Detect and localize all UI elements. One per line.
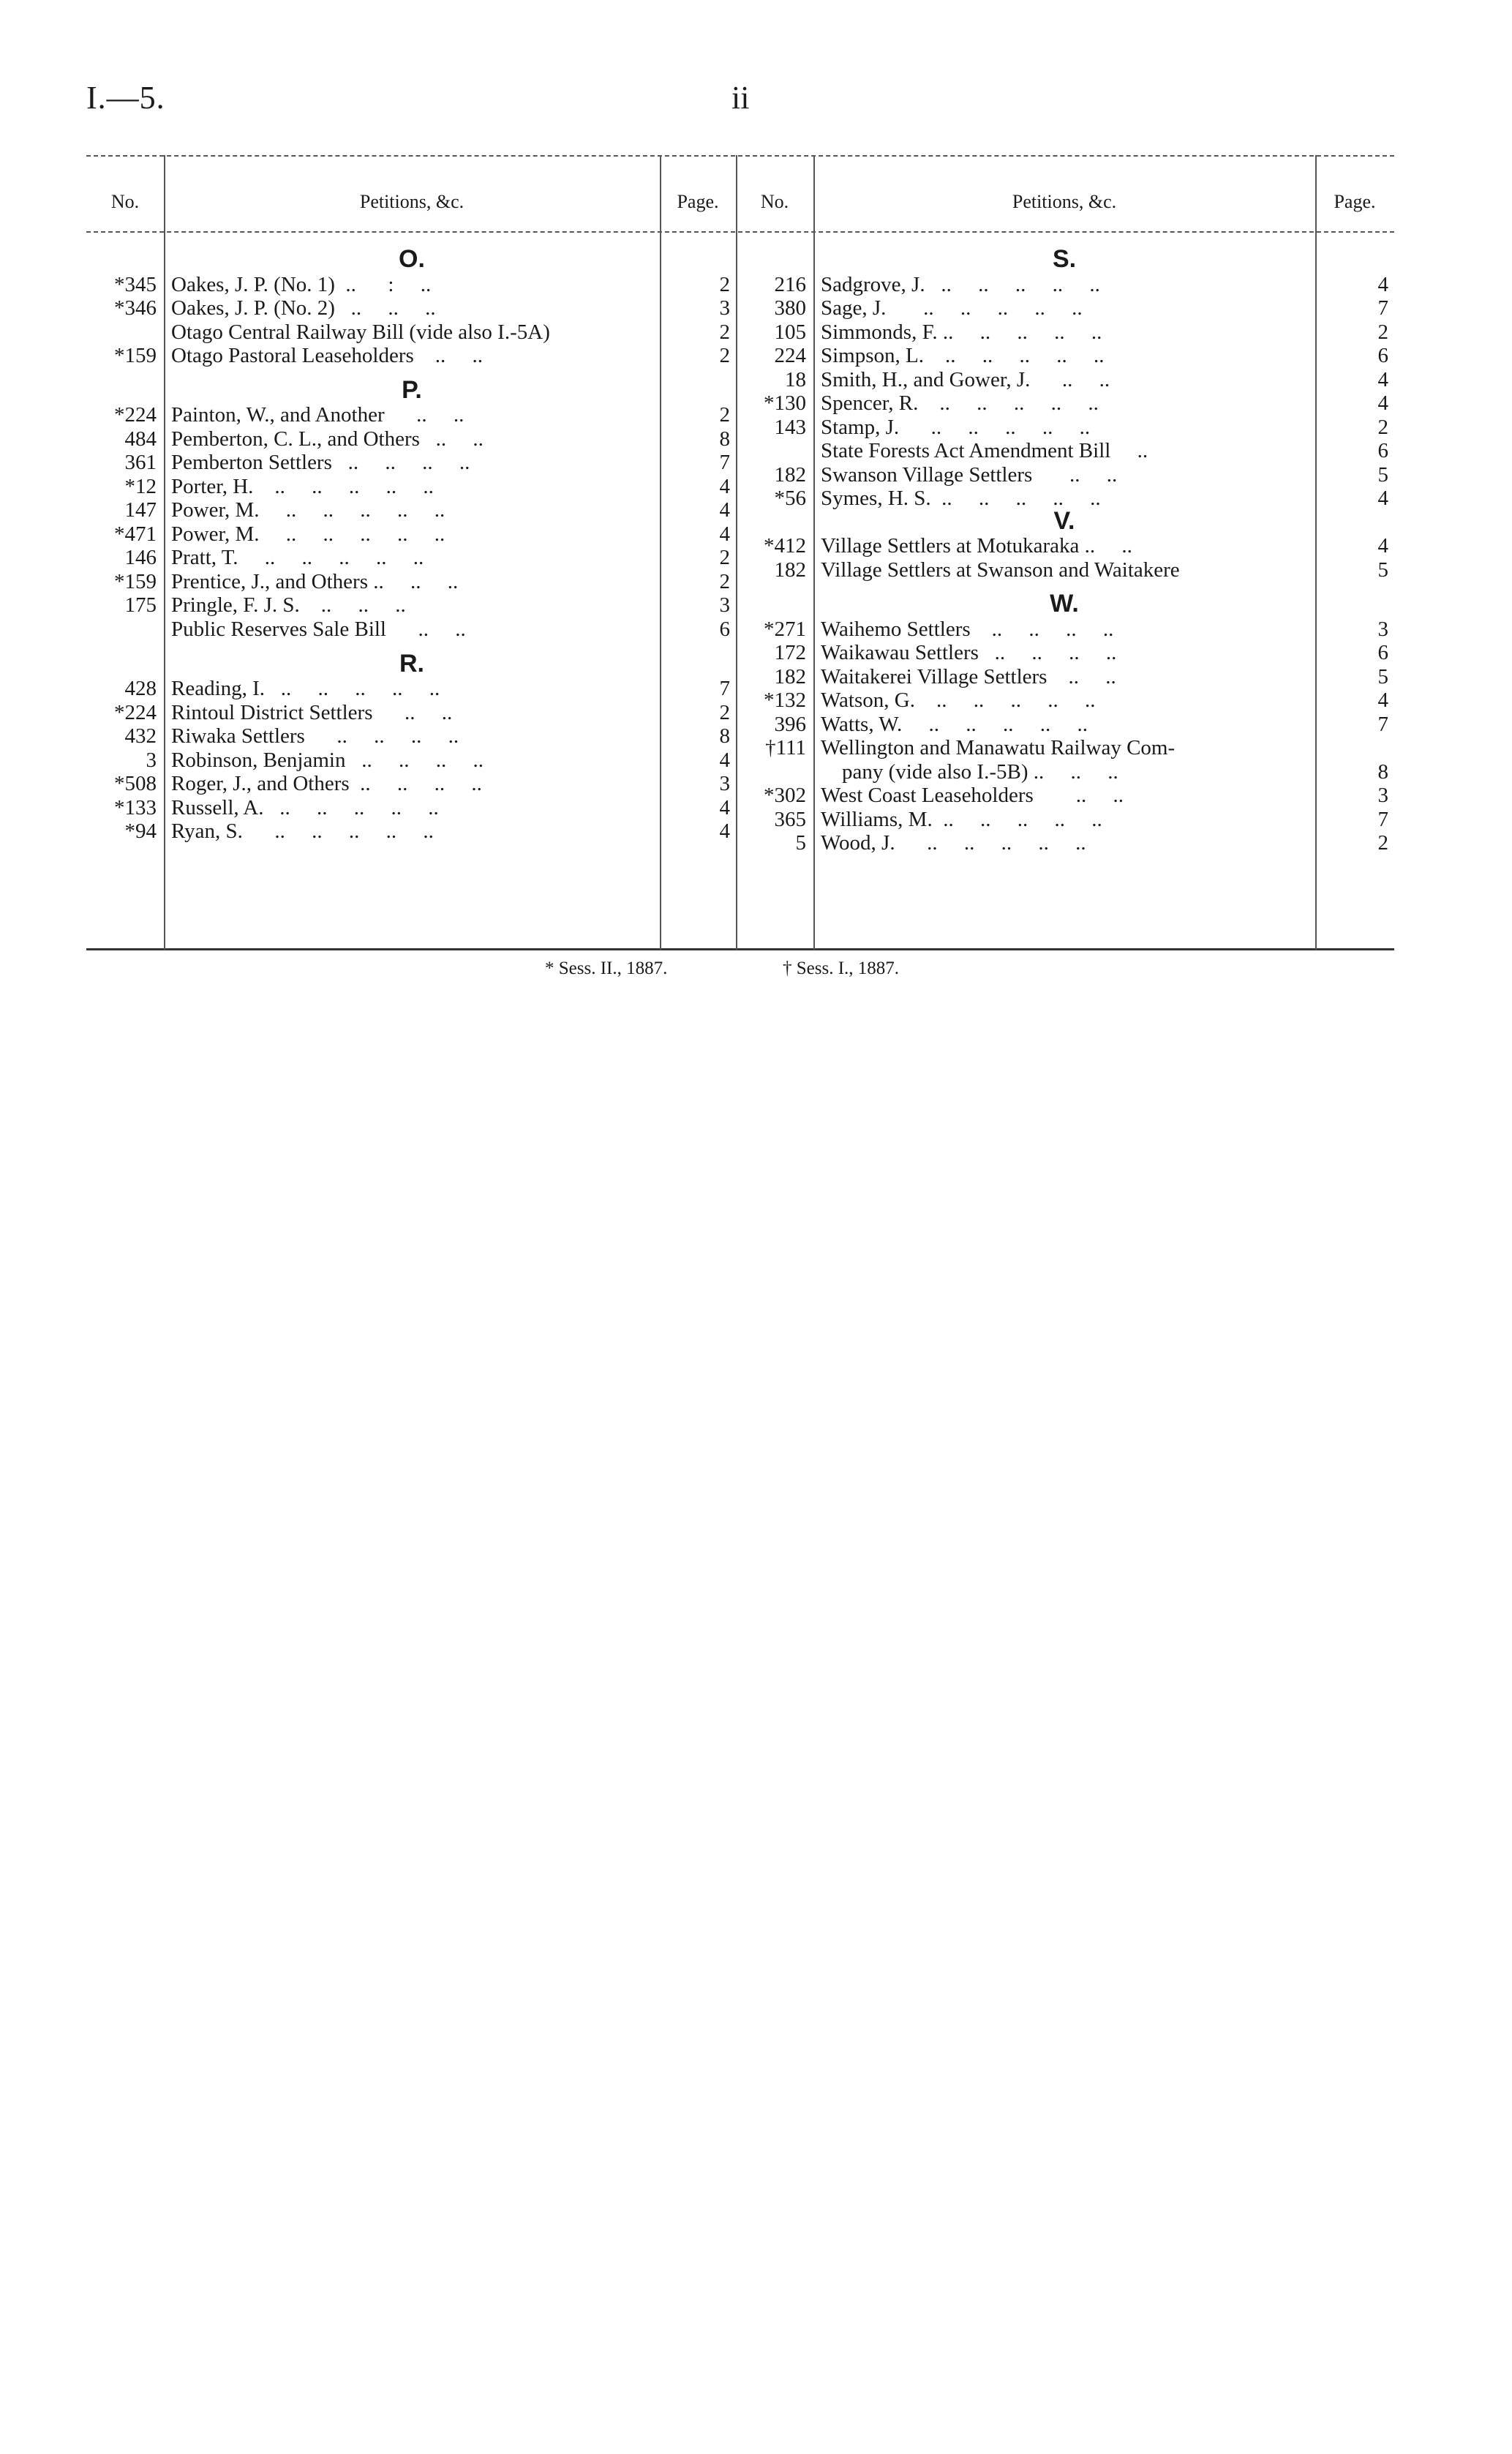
page-reference: 2	[1377, 320, 1388, 344]
petition-number: *56	[774, 487, 806, 510]
petition-name: Smith, H., and Gower, J. .. ..	[821, 367, 1110, 391]
petition-name: Watson, G. .. .. .. .. ..	[821, 688, 1096, 713]
petition-name: Rintoul District Settlers .. ..	[171, 700, 453, 724]
page-reference: 2	[719, 344, 730, 367]
petition-number: *12	[124, 474, 157, 498]
footnote-star: * Sess. II., 1887.	[545, 958, 668, 978]
petition-name: Sage, J. .. .. .. .. ..	[821, 296, 1083, 320]
petition-number: 365	[774, 807, 806, 831]
page-reference: 6	[719, 617, 730, 641]
index-entry	[86, 534, 1394, 558]
petition-name: Robinson, Benjamin .. .. .. ..	[171, 748, 484, 772]
petitions-index-table	[86, 155, 1394, 950]
petition-number: *224	[114, 700, 157, 724]
petition-name: Oakes, J. P. (No. 1) .. : ..	[171, 272, 432, 296]
petition-number: 5	[795, 831, 806, 855]
page-reference: 3	[1377, 617, 1388, 641]
section-letter: P.	[402, 375, 422, 404]
petition-name: Williams, M. .. .. .. .. ..	[821, 807, 1102, 831]
petition-name: Stamp, J. .. .. .. .. ..	[821, 415, 1091, 439]
petition-name: Roger, J., and Others .. .. .. ..	[171, 772, 482, 795]
page-reference: 3	[719, 593, 730, 618]
index-entry	[86, 273, 1394, 296]
petition-name: Pemberton, C. L., and Others .. ..	[171, 427, 484, 451]
page-reference: 3	[1377, 784, 1388, 808]
index-entry	[86, 760, 1394, 784]
index-entry	[86, 296, 1394, 320]
footnote-dagger: † Sess. I., 1887.	[783, 958, 900, 978]
petition-name: Prentice, J., and Others .. .. ..	[171, 569, 459, 593]
petition-number: 146	[124, 546, 157, 570]
page-reference: 8	[719, 427, 730, 451]
petition-name: Waikawau Settlers .. .. .. ..	[821, 641, 1117, 665]
section-letter: S.	[1052, 245, 1077, 273]
page-reference: 4	[719, 474, 730, 498]
petition-number: 147	[124, 498, 157, 522]
petition-number: 172	[774, 641, 806, 665]
petition-name: Sadgrove, J. .. .. .. .. ..	[821, 272, 1100, 296]
page-reference: 2	[1377, 415, 1388, 439]
petition-number: †111	[765, 736, 806, 760]
petition-number: *412	[764, 534, 806, 558]
page-number: ii	[731, 80, 750, 116]
petition-name: Simpson, L. .. .. .. .. ..	[821, 344, 1105, 367]
page-reference: 6	[1377, 344, 1388, 367]
index-entry	[86, 558, 1394, 582]
index-entry	[86, 688, 1394, 712]
index-entry	[86, 320, 1394, 344]
petition-number: *508	[114, 772, 157, 795]
petition-name: Village Settlers at Swanson and Waitakere	[821, 558, 1180, 582]
petition-number: *302	[764, 784, 806, 808]
index-entry	[86, 736, 1394, 759]
petition-name: Waitakerei Village Settlers .. ..	[821, 664, 1116, 688]
petition-name: Russell, A. .. .. .. .. ..	[171, 795, 439, 819]
petition-name: Pratt, T. .. .. .. .. ..	[171, 546, 424, 570]
petition-number: *346	[114, 296, 157, 320]
header-rule	[86, 231, 1394, 233]
petition-number: *94	[124, 819, 157, 843]
petition-name: Wood, J. .. .. .. .. ..	[821, 831, 1086, 855]
page-reference: 8	[719, 724, 730, 748]
petition-number: *159	[114, 569, 157, 593]
page-reference: 4	[1377, 487, 1388, 510]
table-bottom-rule	[86, 948, 1394, 950]
index-entry	[86, 618, 1394, 641]
section-letter: V.	[1053, 506, 1075, 535]
petition-name: Power, M. .. .. .. .. ..	[171, 498, 445, 522]
petition-number: 3	[146, 748, 157, 772]
page-reference: 8	[1377, 759, 1388, 784]
petition-number: 216	[774, 272, 806, 296]
page-reference: 5	[1377, 462, 1388, 487]
petition-name: Waihemo Settlers .. .. .. ..	[821, 617, 1114, 641]
left-no-header: No.	[110, 191, 140, 212]
page-reference: 2	[719, 569, 730, 593]
page-reference: 2	[719, 700, 730, 724]
page-reference: 7	[1377, 807, 1388, 831]
right-no-header: No.	[760, 191, 789, 212]
page-reference: 2	[719, 546, 730, 570]
page-reference: 2	[719, 403, 730, 427]
petition-name: Watts, W. .. .. .. .. ..	[821, 712, 1088, 736]
petition-number: *130	[764, 391, 806, 415]
petition-name: Riwaka Settlers .. .. .. ..	[171, 724, 459, 748]
petition-number: *224	[114, 403, 157, 427]
page-reference: 4	[1377, 534, 1388, 558]
page-reference: 7	[719, 677, 730, 700]
page-reference: 7	[1377, 296, 1388, 320]
petition-number: 18	[785, 367, 806, 391]
petition-number: 105	[774, 320, 806, 344]
petition-name: Otago Pastoral Leaseholders .. ..	[171, 344, 484, 367]
page-reference: 4	[1377, 367, 1388, 391]
petition-number: 380	[774, 296, 806, 320]
page-reference: 5	[1377, 558, 1388, 582]
page-reference: 2	[1377, 831, 1388, 855]
index-entry	[86, 463, 1394, 487]
petition-number: *471	[114, 522, 157, 546]
petition-name: Reading, I. .. .. .. .. ..	[171, 677, 440, 700]
petition-number: *132	[764, 688, 806, 713]
page-reference: 4	[719, 819, 730, 843]
page-reference: 7	[1377, 712, 1388, 736]
petition-name: Pringle, F. J. S. .. .. ..	[171, 593, 406, 618]
page-reference: 4	[1377, 272, 1388, 296]
index-entry	[86, 665, 1394, 688]
petition-number: 182	[774, 462, 806, 487]
page-reference: 4	[1377, 688, 1388, 713]
petition-number: *159	[114, 344, 157, 367]
petition-name: Otago Central Railway Bill (vide also I.-5A)	[171, 320, 550, 344]
petition-name: Swanson Village Settlers .. ..	[821, 462, 1118, 487]
page-reference: 5	[1377, 664, 1388, 688]
petition-number: 428	[124, 677, 157, 700]
petition-number: 361	[124, 451, 157, 475]
index-entry	[86, 831, 1394, 855]
petition-number: 182	[774, 664, 806, 688]
petition-name: Painton, W., and Another .. ..	[171, 403, 464, 427]
petition-name: Symes, H. S. .. .. .. .. ..	[821, 487, 1101, 510]
petition-number: *133	[114, 795, 157, 819]
page-reference: 6	[1377, 439, 1388, 462]
petition-name: Oakes, J. P. (No. 2) .. .. ..	[171, 296, 436, 320]
document-reference: I.—5.	[86, 80, 165, 116]
left-petitions-header: Petitions, &c.	[359, 191, 464, 212]
index-entry	[86, 439, 1394, 462]
petition-name: Wellington and Manawatu Railway Com-	[821, 736, 1176, 760]
page-reference: 2	[719, 272, 730, 296]
index-entry	[86, 416, 1394, 439]
index-entry	[86, 641, 1394, 664]
petition-number: *345	[114, 272, 157, 296]
page-reference: 4	[719, 498, 730, 522]
section-letter: R.	[399, 649, 424, 678]
page-reference: 7	[719, 451, 730, 475]
petition-name: State Forests Act Amendment Bill ..	[821, 439, 1148, 462]
index-entry	[86, 713, 1394, 736]
page-reference: 3	[719, 772, 730, 795]
petition-number: *271	[764, 617, 806, 641]
petition-name: Ryan, S. .. .. .. .. ..	[171, 819, 434, 843]
table-top-rule	[86, 155, 1394, 157]
index-entry	[86, 784, 1394, 807]
petition-name: Village Settlers at Motukaraka .. ..	[821, 534, 1132, 558]
index-entry	[86, 391, 1394, 415]
petition-name: West Coast Leaseholders .. ..	[821, 784, 1124, 808]
footnotes	[0, 958, 1512, 988]
petition-number: 224	[774, 344, 806, 367]
petition-number: 396	[774, 712, 806, 736]
petition-number: 143	[774, 415, 806, 439]
page-reference: 4	[719, 748, 730, 772]
page-reference: 2	[719, 320, 730, 344]
petition-name: Porter, H. .. .. .. .. ..	[171, 474, 434, 498]
left-page-header: Page.	[677, 191, 719, 212]
index-entry	[86, 344, 1394, 367]
petition-number: 432	[124, 724, 157, 748]
petition-name: Power, M. .. .. .. .. ..	[171, 522, 445, 546]
page-reference: 4	[719, 795, 730, 819]
page-reference: 6	[1377, 641, 1388, 665]
petition-name: Public Reserves Sale Bill .. ..	[171, 617, 466, 641]
right-petitions-header: Petitions, &c.	[1012, 191, 1117, 212]
page-reference: 4	[719, 522, 730, 546]
section-letter: O.	[399, 245, 425, 273]
index-entry	[86, 368, 1394, 391]
petition-name: Simmonds, F. .. .. .. .. ..	[821, 320, 1102, 344]
petition-number: 182	[774, 558, 806, 582]
petition-number: 484	[124, 427, 157, 451]
petition-name: Pemberton Settlers .. .. .. ..	[171, 451, 470, 475]
page-reference: 4	[1377, 391, 1388, 415]
page-reference: 3	[719, 296, 730, 320]
index-entry	[86, 808, 1394, 831]
right-page-header: Page.	[1334, 191, 1376, 212]
petition-name: Spencer, R. .. .. .. .. ..	[821, 391, 1099, 415]
section-letter: W.	[1050, 590, 1079, 618]
petition-number: 175	[124, 593, 157, 618]
petition-name: pany (vide also I.-5B) .. .. ..	[821, 759, 1118, 784]
